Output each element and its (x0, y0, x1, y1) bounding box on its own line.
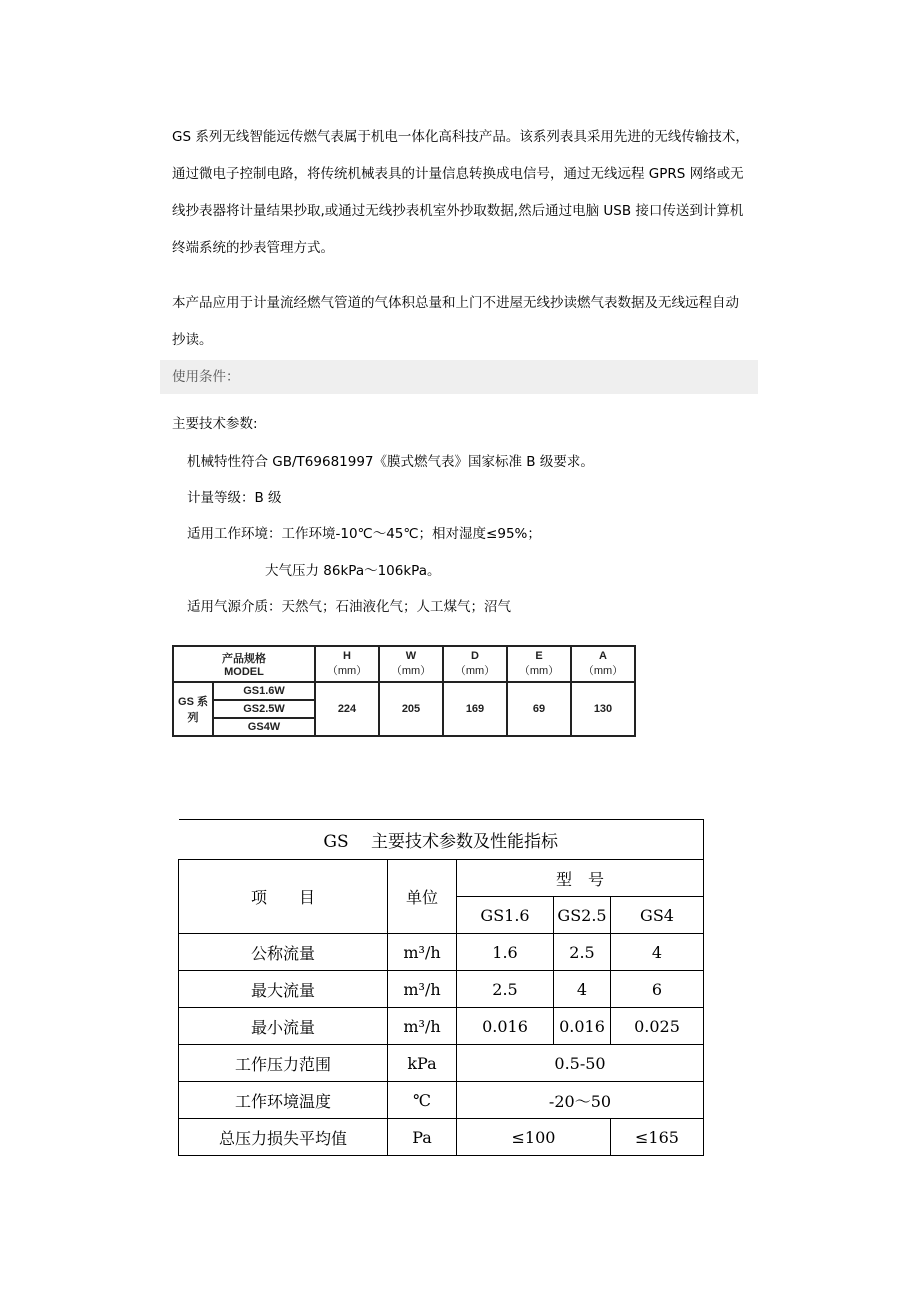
value-cell: ≤165 (611, 1119, 704, 1156)
text-line: 本产品应用于计量流经燃气管道的气体积总量和上门不进屋无线抄读燃气表数据及无线远程自动 (172, 295, 739, 311)
value-cell: 1.6 (457, 934, 554, 971)
value-cell: ≤100 (457, 1119, 611, 1156)
header-cell: D (471, 650, 479, 662)
model-cell: GS1.6W (213, 682, 315, 700)
header-cell: A (599, 650, 607, 662)
conditions-label: 使用条件： (172, 369, 240, 385)
model-cell: GS2.5W (213, 700, 315, 718)
model-header: GS2.5 (554, 897, 611, 934)
value-cell: 4 (611, 934, 704, 971)
table-row (179, 1008, 704, 1045)
unit-cell: m³/h (388, 1008, 457, 1045)
item-cell: 工作压力范围 (179, 1045, 388, 1082)
model-cell: GS4W (213, 718, 315, 736)
header-cell: （mm） (518, 665, 560, 677)
table-row (179, 971, 704, 1008)
series-cell: GS 系列 (173, 682, 213, 736)
value-cell: 6 (611, 971, 704, 1008)
header-cell: 型 号 (457, 860, 704, 897)
value-cell: 2.5 (554, 934, 611, 971)
value-cell: 205 (379, 682, 443, 736)
text-line: 抄读。 (172, 332, 213, 348)
header-cell: W (405, 650, 417, 662)
table-title: GS 主要技术参数及性能指标 (179, 820, 704, 860)
param-line: 适用工作环境：工作环境-10℃～45℃；相对湿度≤95%； (187, 526, 541, 542)
table-row (179, 934, 704, 971)
item-cell: 工作环境温度 (179, 1082, 388, 1119)
value-cell: 0.016 (457, 1008, 554, 1045)
table-row (179, 1119, 704, 1156)
param-line: 机械特性符合 GB/T69681997《膜式燃气表》国家标准 B 级要求。 (187, 454, 594, 470)
header-cell: H (343, 650, 351, 662)
value-cell: 169 (443, 682, 507, 736)
unit-cell: kPa (388, 1045, 457, 1082)
conditions-bar (160, 360, 758, 394)
params-title: 主要技术参数: (172, 416, 258, 432)
value-cell: 0.5-50 (457, 1045, 704, 1082)
value-cell: 0.016 (554, 1008, 611, 1045)
unit-cell: m³/h (388, 971, 457, 1008)
header-cell: E (535, 650, 543, 662)
item-cell: 总压力损失平均值 (179, 1119, 388, 1156)
header-cell: 产品规格 (222, 653, 266, 665)
header-cell: （mm） (390, 665, 432, 677)
unit-cell: Pa (388, 1119, 457, 1156)
model-header: GS4 (611, 897, 704, 934)
text-line: 终端系统的抄表管理方式。 (172, 240, 334, 256)
unit-cell: m³/h (388, 934, 457, 971)
application-paragraph (172, 285, 772, 359)
header-cell: MODEL (224, 666, 264, 678)
text-line: 线抄表器将计量结果抄取,或通过无线抄表机室外抄取数据,然后通过电脑 USB 接口传送到计算机 (172, 203, 744, 219)
model-header: GS1.6 (457, 897, 554, 934)
header-cell: （mm） (326, 665, 368, 677)
unit-cell: ℃ (388, 1082, 457, 1119)
header-cell: （mm） (454, 665, 496, 677)
intro-paragraph (172, 119, 772, 267)
value-cell: 4 (554, 971, 611, 1008)
header-cell: 单位 (388, 860, 457, 934)
item-cell: 公称流量 (179, 934, 388, 971)
value-cell: -20～50 (457, 1082, 704, 1119)
param-line: 大气压力 86kPa～106kPa。 (265, 563, 441, 579)
text-line: GS 系列无线智能远传燃气表属于机电一体化高科技产品。该系列表具采用先进的无线传输技术， (172, 129, 749, 145)
item-cell: 最大流量 (179, 971, 388, 1008)
dimension-table (172, 645, 636, 737)
item-cell: 最小流量 (179, 1008, 388, 1045)
performance-table (178, 819, 704, 1156)
value-cell: 0.025 (611, 1008, 704, 1045)
value-cell: 130 (571, 682, 635, 736)
header-cell: （mm） (582, 665, 624, 677)
header-cell: 项 目 (179, 860, 388, 934)
table-row (179, 1082, 704, 1119)
param-line: 计量等级：B 级 (187, 490, 282, 506)
text-line: 通过微电子控制电路，将传统机械表具的计量信息转换成电信号，通过无线远程 GPRS 网络或无 (172, 166, 744, 182)
value-cell: 2.5 (457, 971, 554, 1008)
value-cell: 224 (315, 682, 379, 736)
param-line: 适用气源介质：天然气；石油液化气；人工煤气；沼气 (187, 599, 511, 615)
table-row (179, 1045, 704, 1082)
value-cell: 69 (507, 682, 571, 736)
